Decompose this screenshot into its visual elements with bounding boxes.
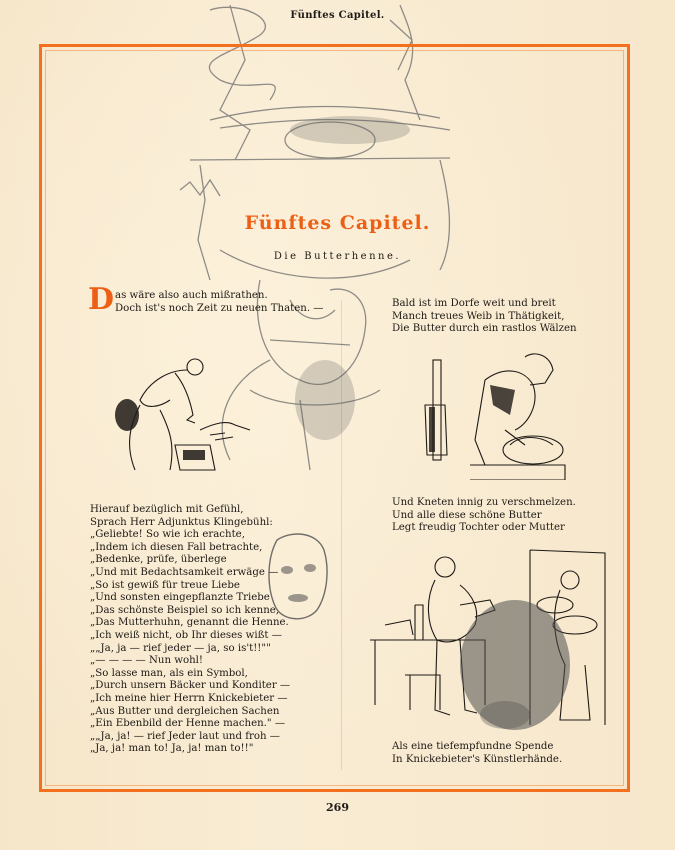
- verse-line: Die Butter durch ein rastlos Wälzen: [392, 323, 577, 335]
- stanza-klingebuehl: [90, 504, 290, 756]
- column-divider: [341, 300, 342, 770]
- opening-verse: [88, 282, 324, 317]
- verse-line: „Ich meine hier Herrn Knickebieter —: [90, 692, 288, 704]
- verse-line: „Ich weiß nicht, ob Ihr dieses wißt —: [90, 629, 282, 641]
- verse-line: Sprach Herr Adjunktus Klingebühl:: [90, 516, 273, 528]
- illustration-woman-kneading: [415, 345, 575, 480]
- verse-line: „So lasse man, als ein Symbol,: [90, 667, 248, 679]
- verse-line: Hierauf bezüglich mit Gefühl,: [90, 504, 244, 515]
- chapter-title: Fünftes Capitel.: [244, 212, 431, 234]
- verse-line: „Und mit Bedachtsamkeit erwäge —: [90, 566, 279, 578]
- stanza-right-2: [392, 497, 576, 535]
- verse-line: „Ja, ja! man to! Ja, ja! man to!!": [90, 743, 254, 755]
- verse-line: „— — — — Nun wohl!: [90, 655, 204, 667]
- verse-line: „Indem ich diesen Fall betrachte,: [90, 541, 263, 553]
- chapter-subtitle: Die Butterhenne.: [273, 251, 402, 262]
- verse-line: „Ein Ebenbild der Henne machen." —: [90, 718, 286, 730]
- verse-line: Als eine tiefempfundne Spende: [392, 741, 554, 752]
- illustration-baker-scene: [365, 545, 615, 740]
- verse-line: „Geliebte! So wie ich erachte,: [90, 529, 245, 541]
- dropcap-letter: D: [88, 282, 115, 317]
- stanza-right-1: [392, 298, 577, 336]
- verse-line: „Das schönste Beispiel so ich kenne,: [90, 604, 280, 616]
- verse-line: „Das Mutterhuhn, genannt die Henne.: [90, 617, 289, 629]
- pencil-sketch-face: [262, 530, 332, 625]
- running-head: Fünftes Capitel.: [290, 10, 385, 21]
- verse-line: „Aus Butter und dergleichen Sachen: [90, 705, 280, 717]
- verse-line: „Und sonsten eingepflanzte Triebe: [90, 592, 270, 604]
- verse-line: as wäre also auch mißrathen.: [115, 290, 268, 301]
- verse-line: Doch ist's noch Zeit zu neuen Thaten. —: [115, 302, 324, 314]
- verse-line: Und Kneten innig zu verschmelzen.: [392, 497, 576, 508]
- verse-line: „So ist gewiß für treue Liebe: [90, 579, 240, 591]
- verse-line: „„Ja, ja — rief jeder — ja, so is't!!"": [90, 642, 271, 654]
- verse-line: Manch treues Weib in Thätigkeit,: [392, 310, 565, 322]
- verse-line: „„Ja, ja! — rief Jeder laut und froh —: [90, 730, 280, 742]
- page-number: 269: [326, 801, 349, 814]
- stanza-right-3: [392, 741, 562, 766]
- verse-line: Bald ist im Dorfe weit und breit: [392, 298, 556, 309]
- verse-line: Legt freudig Tochter oder Mutter: [392, 522, 565, 534]
- verse-line: „Durch unsern Bäcker und Konditer —: [90, 680, 291, 692]
- verse-line: „Bedenke, prüfe, überlege: [90, 554, 227, 566]
- verse-line: In Knickebieter's Künstlerhände.: [392, 753, 563, 765]
- verse-line: Und alle diese schöne Butter: [392, 509, 542, 521]
- illustration-man-with-bird: [115, 345, 275, 475]
